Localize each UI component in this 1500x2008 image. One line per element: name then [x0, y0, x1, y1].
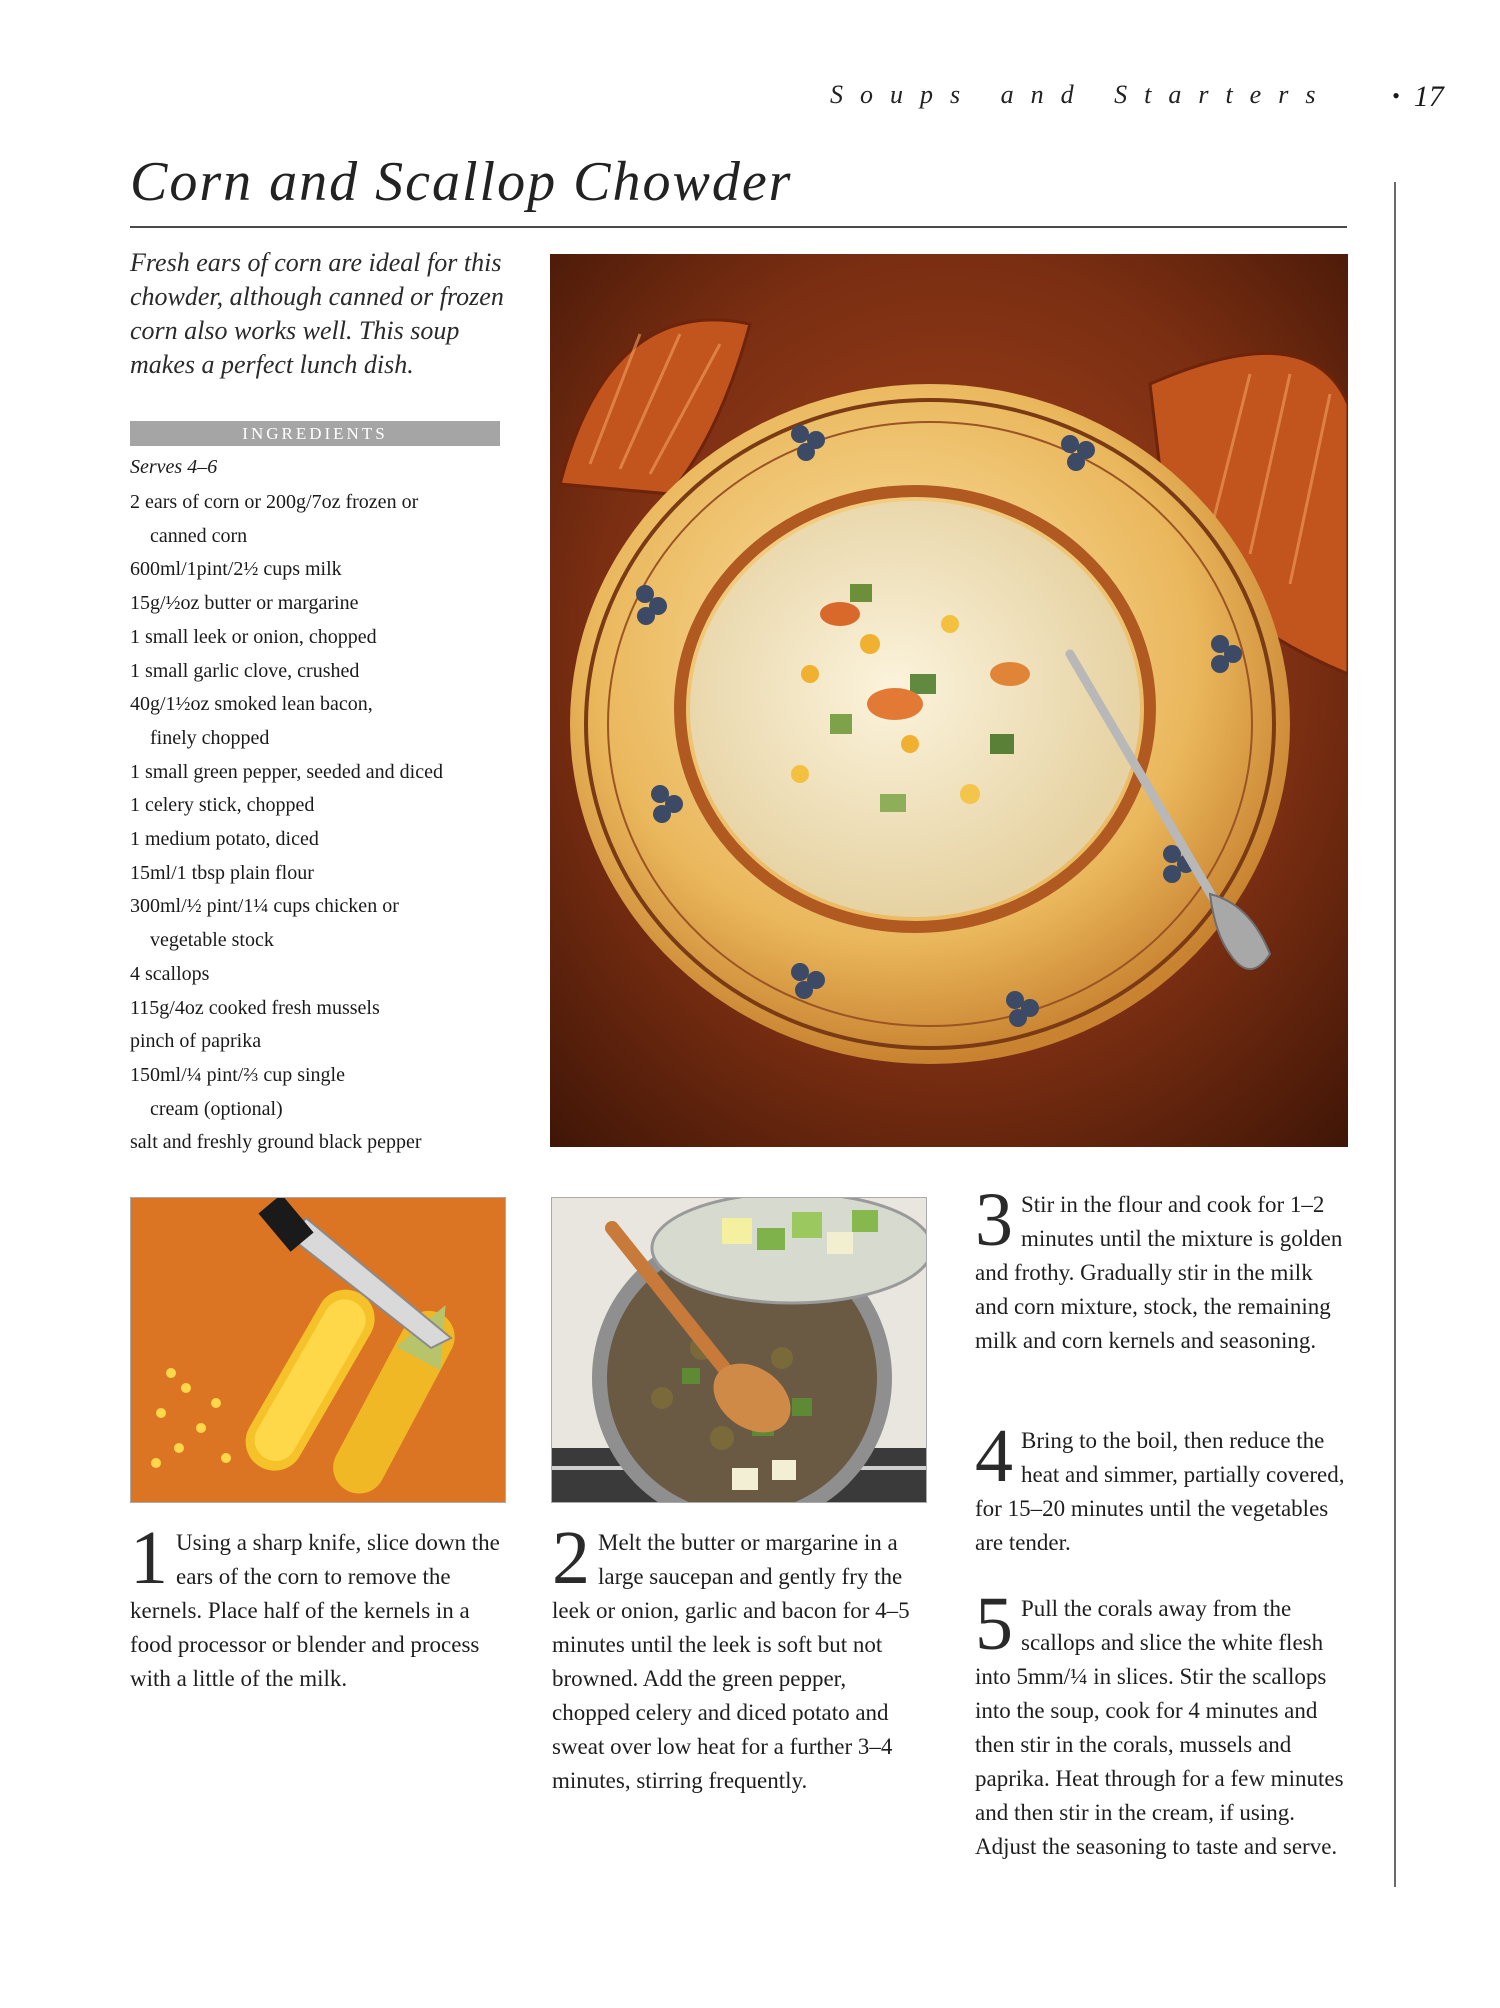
- ingredient-item: [130, 789, 510, 823]
- ingredient-item: [130, 958, 510, 992]
- ingredient-text: 1 small leek or onion, chopped: [130, 625, 377, 648]
- step-number: 4: [975, 1414, 1013, 1498]
- ingredient-text: 1 small garlic clove, crushed: [130, 659, 360, 682]
- ingredient-text: salt and freshly ground black pepper: [130, 1131, 422, 1154]
- ingredients-list: [130, 486, 510, 1160]
- ingredient-item: [130, 655, 510, 689]
- ingredient-item: [130, 1025, 510, 1059]
- ingredient-item: [130, 486, 510, 553]
- ingredient-continuation: vegetable stock: [150, 929, 274, 952]
- ingredient-item: [130, 587, 510, 621]
- step-number: 2: [552, 1516, 590, 1600]
- method-step: [975, 1582, 1350, 1864]
- method-step: [975, 1178, 1350, 1358]
- ingredient-item: [130, 1126, 510, 1160]
- ingredient-text: 4 scallops: [130, 962, 210, 985]
- ingredient-continuation: cream (optional): [150, 1097, 283, 1120]
- margin-rule: [1394, 182, 1396, 1887]
- ingredient-item: [130, 1059, 510, 1126]
- step-text: Pull the corals away from the scallops and slice the white flesh into 5mm/¼ in slices. Stir the scallops into the soup, cook for 4 minutes and then stir in the corals, mussels and paprika. Heat through for a few minutes and then stir in the cream, if using. Adjust the seasoning to taste and serve.: [975, 1596, 1344, 1859]
- ingredient-item: [130, 621, 510, 655]
- ingredient-text: 15g/½oz butter or margarine: [130, 592, 359, 615]
- ingredients-heading: INGREDIENTS: [130, 421, 500, 446]
- saucepan-photo: [551, 1197, 927, 1503]
- ingredient-item: [130, 823, 510, 857]
- ingredient-text: 15ml/1 tbsp plain flour: [130, 861, 314, 884]
- step-number: 5: [975, 1582, 1013, 1666]
- ingredient-text: 1 small green pepper, seeded and diced: [130, 760, 443, 783]
- ingredient-text: 1 celery stick, chopped: [130, 794, 315, 817]
- ingredient-text: 1 medium potato, diced: [130, 828, 319, 851]
- step-text: Bring to the boil, then reduce the heat and simmer, partially covered, for 15–20 minutes until the vegetables are tender.: [975, 1428, 1345, 1555]
- step-number: 3: [975, 1178, 1013, 1262]
- page-number-block: [1392, 80, 1444, 114]
- ingredient-item: [130, 890, 510, 957]
- corn-cutting-photo: [130, 1197, 506, 1503]
- method-step: [975, 1414, 1350, 1560]
- running-head: [830, 80, 1390, 110]
- recipe-intro: Fresh ears of corn are ideal for this chowder, although canned or frozen corn also works well. This soup makes a perfect lunch dish.: [130, 248, 504, 379]
- ingredient-item: [130, 756, 510, 790]
- chowder-photo: [550, 254, 1348, 1147]
- ingredient-text: 2 ears of corn or 200g/7oz frozen or: [130, 491, 419, 513]
- method-step: [130, 1516, 502, 1696]
- ingredient-continuation: canned corn: [150, 524, 248, 547]
- ingredient-continuation: finely chopped: [150, 726, 270, 749]
- ingredient-item: [130, 553, 510, 587]
- method-step: [552, 1516, 924, 1798]
- ingredient-text: 115g/4oz cooked fresh mussels: [130, 996, 380, 1019]
- ingredient-text: 40g/1½oz smoked lean bacon,: [130, 693, 373, 716]
- title-rule: [130, 226, 1347, 228]
- ingredient-text: 300ml/½ pint/1¼ cups chicken or: [130, 895, 399, 918]
- header-bullet: •: [1392, 83, 1400, 108]
- ingredient-text: 600ml/1pint/2½ cups milk: [130, 558, 342, 581]
- ingredient-item: [130, 992, 510, 1026]
- ingredient-item: [130, 688, 510, 755]
- ingredient-text: pinch of paprika: [130, 1030, 262, 1053]
- recipe-title: Corn and Scallop Chowder: [130, 151, 793, 213]
- step-number: 1: [130, 1516, 168, 1600]
- step-text: Using a sharp knife, slice down the ears of the corn to remove the kernels. Place half of the kernels in a food processor or blender and process with a little of the milk.: [130, 1530, 500, 1691]
- page-number: 17: [1413, 80, 1444, 113]
- ingredient-item: [130, 857, 510, 891]
- section-title: Soups and Starters: [830, 80, 1333, 109]
- step-text: Melt the butter or margarine in a large saucepan and gently fry the leek or onion, garlic and bacon for 4–5 minutes until the leek is soft but not browned. Add the green pepper, chopped celery and diced potato and sweat over low heat for a further 3–4 minutes, stirring frequently.: [552, 1530, 910, 1793]
- ingredient-text: 150ml/¼ pint/⅔ cup single: [130, 1063, 345, 1086]
- step-text: Stir in the flour and cook for 1–2 minutes until the mixture is golden and frothy. Gradually stir in the milk and corn mixture, stock, the remaining milk and corn kernels and seasoning.: [975, 1192, 1343, 1353]
- serves-text: Serves 4–6: [130, 456, 218, 478]
